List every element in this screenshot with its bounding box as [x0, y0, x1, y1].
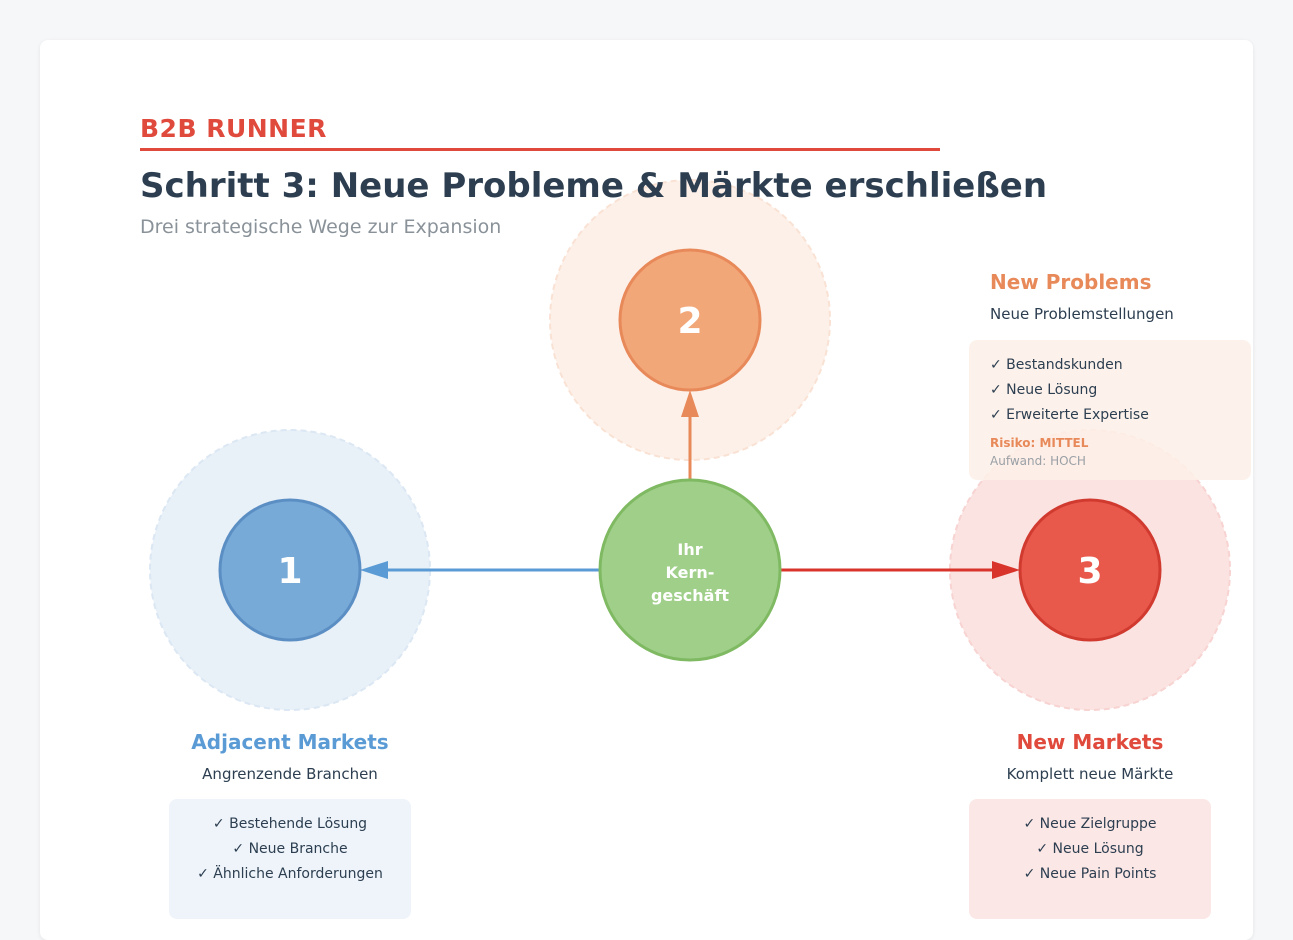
adjacent-subtitle: Angrenzende Branchen	[202, 765, 378, 783]
markets-item: ✓ Neue Pain Points	[1023, 866, 1157, 882]
problems-item: ✓ Neue Lösung	[990, 382, 1098, 398]
problems-item: ✓ Erweiterte Expertise	[990, 407, 1149, 423]
markets-detail-box	[969, 799, 1211, 919]
problems-detail-box	[969, 340, 1251, 480]
adjacent-item: ✓ Bestehende Lösung	[212, 816, 368, 832]
markets-subtitle: Komplett neue Märkte	[1006, 765, 1174, 783]
markets-item: ✓ Neue Lösung	[1036, 841, 1144, 857]
brand-logo-text: B2B RUNNER	[140, 114, 327, 143]
adjacent-number: 1	[277, 551, 303, 592]
core-line-1: Ihr	[677, 540, 703, 559]
problems-effort: Aufwand: HOCH	[990, 454, 1086, 468]
adjacent-detail-box	[169, 799, 411, 919]
adjacent-title: Adjacent Markets	[191, 730, 389, 754]
markets-item: ✓ Neue Zielgruppe	[1023, 816, 1157, 832]
adjacent-item: ✓ Ähnliche Anforderungen	[197, 866, 383, 882]
problems-risk: Risiko: MITTEL	[990, 436, 1089, 450]
markets-title: New Markets	[1016, 730, 1164, 754]
page-title: Schritt 3: Neue Probleme & Märkte erschließen	[140, 166, 1048, 206]
core-line-2: Kern-	[665, 563, 715, 582]
problems-item: ✓ Bestandskunden	[990, 357, 1123, 373]
adjacent-item: ✓ Neue Branche	[232, 841, 348, 857]
markets-number: 3	[1077, 551, 1103, 592]
problems-number: 2	[677, 301, 703, 342]
core-line-3: geschäft	[650, 586, 730, 605]
problems-title: New Problems	[990, 270, 1152, 294]
problems-subtitle: Neue Problemstellungen	[990, 305, 1174, 323]
page-subtitle: Drei strategische Wege zur Expansion	[140, 216, 502, 238]
